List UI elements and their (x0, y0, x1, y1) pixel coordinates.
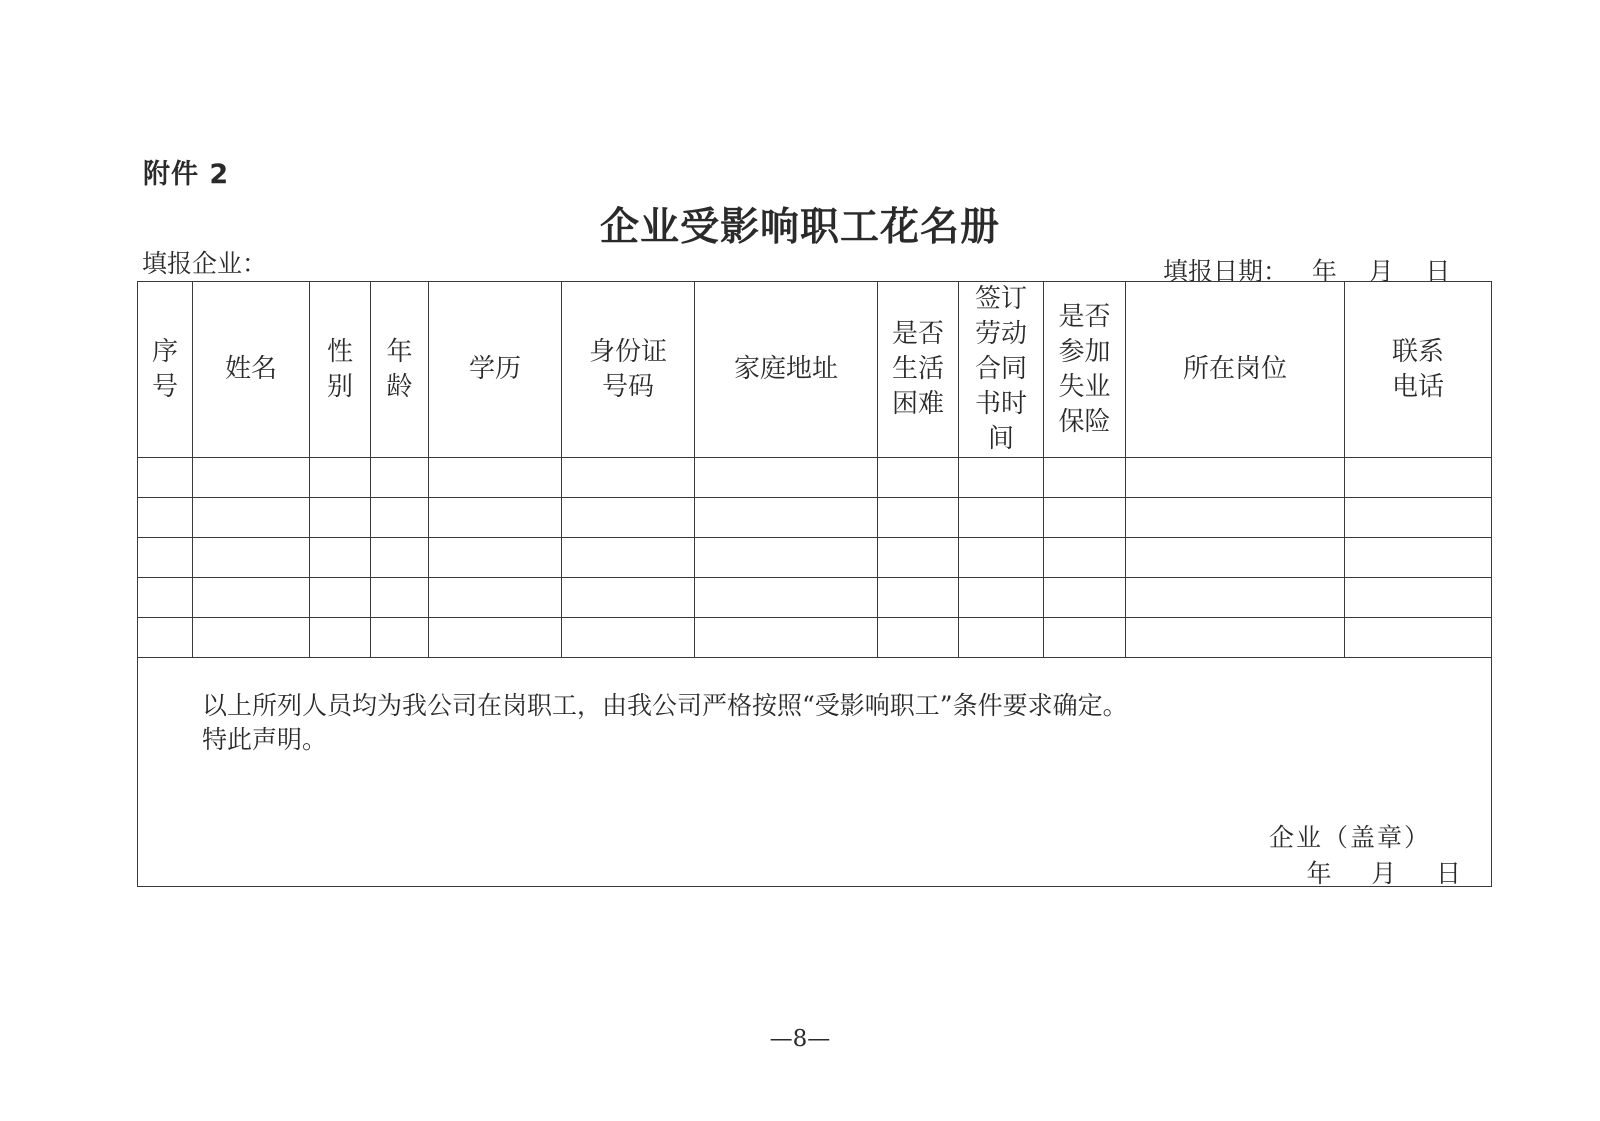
table-cell[interactable] (1126, 538, 1345, 578)
table-cell[interactable] (562, 498, 695, 538)
statement-text: 以上所列人员均为我公司在岗职工，由我公司严格按照“受影响职工”条件要求确定。 (202, 691, 1128, 720)
table-cell[interactable] (959, 538, 1044, 578)
table-cell[interactable] (959, 578, 1044, 618)
company-seal-label: 企业（盖章） (1268, 823, 1431, 852)
table-cell[interactable] (878, 498, 959, 538)
col-age: 年 龄 (371, 282, 429, 458)
table-cell[interactable] (138, 618, 193, 658)
table-cell[interactable] (138, 458, 193, 498)
col-education: 学历 (429, 282, 562, 458)
table-cell[interactable] (695, 578, 878, 618)
table-cell[interactable] (878, 618, 959, 658)
table-row (138, 498, 1492, 538)
table-cell[interactable] (429, 618, 562, 658)
col-serial-number: 序 号 (138, 282, 193, 458)
table-cell[interactable] (562, 458, 695, 498)
table-cell[interactable] (193, 498, 310, 538)
table-cell[interactable] (878, 538, 959, 578)
table-cell[interactable] (371, 578, 429, 618)
filling-date-label: 填报日期： 年 月 日 (1163, 257, 1451, 286)
table-cell[interactable] (1044, 618, 1126, 658)
table-cell[interactable] (429, 458, 562, 498)
col-name: 姓名 (193, 282, 310, 458)
table-cell[interactable] (695, 538, 878, 578)
table-cell[interactable] (1044, 458, 1126, 498)
table-cell[interactable] (562, 618, 695, 658)
table-cell[interactable] (310, 578, 371, 618)
col-home-address: 家庭地址 (695, 282, 878, 458)
table-cell[interactable] (959, 498, 1044, 538)
table-cell[interactable] (1345, 538, 1492, 578)
table-cell[interactable] (371, 538, 429, 578)
table-cell[interactable] (1044, 578, 1126, 618)
table-cell[interactable] (138, 538, 193, 578)
table-cell[interactable] (429, 538, 562, 578)
col-phone: 联系 电话 (1345, 282, 1492, 458)
table-cell[interactable] (1345, 498, 1492, 538)
table-cell[interactable] (562, 578, 695, 618)
table-cell[interactable] (371, 498, 429, 538)
table-cell[interactable] (695, 618, 878, 658)
table-cell[interactable] (1126, 578, 1345, 618)
table-cell[interactable] (1345, 458, 1492, 498)
table-cell[interactable] (695, 498, 878, 538)
document-title: 企业受影响职工花名册 (599, 205, 1000, 250)
table-cell[interactable] (959, 458, 1044, 498)
table-row (138, 458, 1492, 498)
col-unemployment-insurance: 是否 参加 失业 保险 (1044, 282, 1126, 458)
table-cell[interactable] (1345, 578, 1492, 618)
table-cell[interactable] (1044, 498, 1126, 538)
seal-date-label: 年 月 日 (1306, 859, 1461, 888)
filling-company-label: 填报企业： (142, 249, 268, 278)
table-cell[interactable] (878, 458, 959, 498)
col-gender: 性 别 (310, 282, 371, 458)
declaration-text: 特此声明。 (202, 725, 328, 754)
table-cell[interactable] (878, 578, 959, 618)
employee-roster-table (137, 281, 1492, 887)
table-cell[interactable] (371, 618, 429, 658)
table-cell[interactable] (310, 458, 371, 498)
table-cell[interactable] (371, 458, 429, 498)
col-contract-date: 签订 劳动 合同 书时 间 (959, 282, 1044, 458)
table-cell[interactable] (429, 578, 562, 618)
table-cell[interactable] (1126, 618, 1345, 658)
table-cell[interactable] (1126, 498, 1345, 538)
table-row (138, 618, 1492, 658)
table-cell[interactable] (310, 538, 371, 578)
table-row (138, 578, 1492, 618)
table-cell[interactable] (429, 498, 562, 538)
col-hardship: 是否 生活 困难 (878, 282, 959, 458)
table-cell[interactable] (138, 578, 193, 618)
table-cell[interactable] (310, 498, 371, 538)
col-position: 所在岗位 (1126, 282, 1345, 458)
page-number: —8— (769, 1026, 831, 1052)
table-cell[interactable] (310, 618, 371, 658)
statement-cell (138, 658, 1492, 887)
table-cell[interactable] (1126, 458, 1345, 498)
attachment-label: 附件 2 (143, 159, 230, 190)
table-cell[interactable] (138, 498, 193, 538)
table-cell[interactable] (695, 458, 878, 498)
statement-row (138, 658, 1492, 887)
table-cell[interactable] (193, 538, 310, 578)
table-row (138, 538, 1492, 578)
table-header-row (138, 282, 1492, 458)
table-cell[interactable] (193, 458, 310, 498)
table-cell[interactable] (193, 618, 310, 658)
table-cell[interactable] (193, 578, 310, 618)
table-cell[interactable] (1345, 618, 1492, 658)
table-cell[interactable] (562, 538, 695, 578)
col-id-number: 身份证 号码 (562, 282, 695, 458)
table-cell[interactable] (959, 618, 1044, 658)
table-cell[interactable] (1044, 538, 1126, 578)
